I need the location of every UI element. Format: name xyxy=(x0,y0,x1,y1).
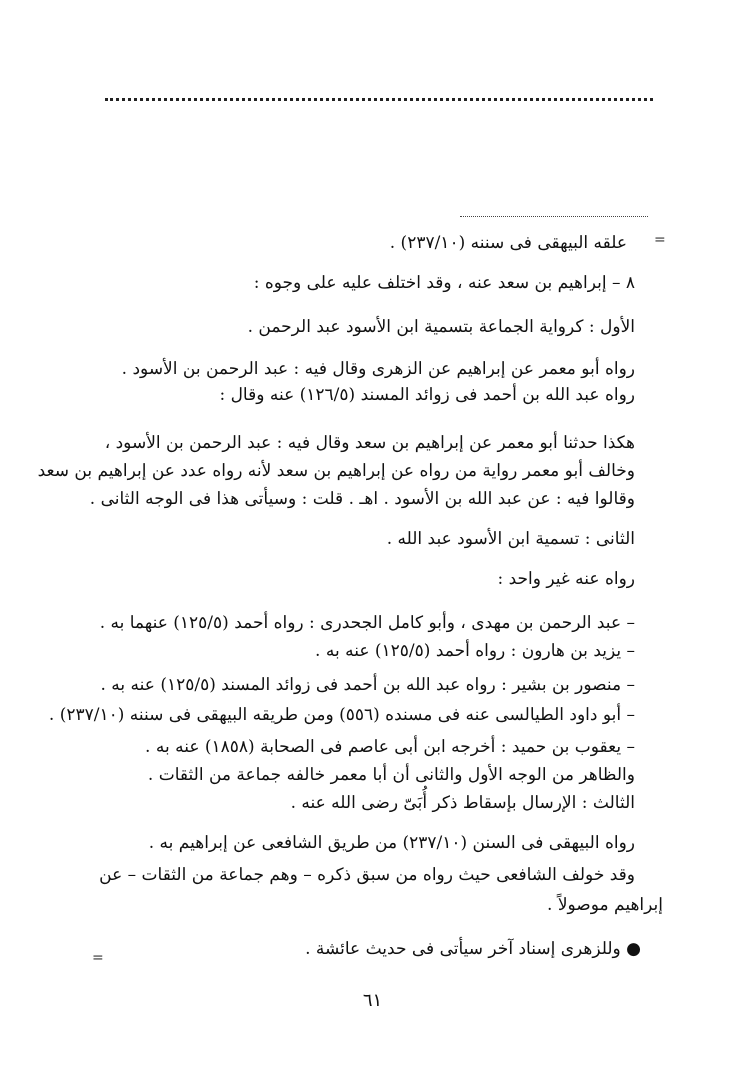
narrated-by-line: رواه عنه غير واحد : xyxy=(497,569,635,589)
paragraph-line: وقد خولف الشافعى حيث رواه من سبق ذكره – وهم جماعة من الثقات – عن xyxy=(99,865,635,885)
third-aspect-heading: الثالث : الإرسال بإسقاط ذكر أُبَىّ رضى الله عنه . xyxy=(290,793,635,813)
header-dotted-rule xyxy=(105,98,653,101)
paragraph-line: رواه أبو معمر عن إبراهيم عن الزهرى وقال فيه : عبد الرحمن بن الأسود . xyxy=(121,359,635,379)
first-aspect-heading: الأول : كرواية الجماعة بتسمية ابن الأسود عبد الرحمن . xyxy=(247,317,635,337)
second-aspect-heading: الثانى : تسمية ابن الأسود عبد الله . xyxy=(386,529,635,549)
paragraph-line: وقالوا فيه : عن عبد الله بن الأسود . اهـ . قلت : وسيأتى هذا فى الوجه الثانى . xyxy=(89,489,635,509)
page-number: ٦١ xyxy=(362,990,383,1011)
list-item: – عبد الرحمن بن مهدى ، وأبو كامل الجحدرى : رواه أحمد (١٢٥/٥) عنهما به . xyxy=(99,613,635,633)
paragraph-line: هكذا حدثنا أبو معمر عن إبراهيم بن سعد وقال فيه : عبد الرحمن بن الأسود ، xyxy=(104,433,635,453)
margin-mark: = xyxy=(92,950,104,966)
list-item: – منصور بن بشير : رواه عبد الله بن أحمد فى زوائد المسند (١٢٥/٥) عنه به . xyxy=(100,675,635,695)
item-8-heading: ٨ – إبراهيم بن سعد عنه ، وقد اختلف عليه على وجوه : xyxy=(253,273,635,293)
bullet-line xyxy=(305,938,641,960)
footnote-dotted-rule xyxy=(460,216,648,217)
paragraph-line: إبراهيم موصولاً . xyxy=(547,895,663,915)
margin-mark: = xyxy=(654,232,666,248)
paragraph-line: وخالف أبو معمر رواية من رواه عن إبراهيم بن سعد لأنه رواه عدد عن إبراهيم بن سعد xyxy=(37,461,635,481)
paragraph-line: رواه عبد الله بن أحمد فى زوائد المسند (١٢٦/٥) عنه وقال : xyxy=(219,385,635,405)
bullet-icon: ● xyxy=(626,939,641,959)
list-item: – يعقوب بن حميد : أخرجه ابن أبى عاصم فى الصحابة (١٨٥٨) عنه به . xyxy=(145,737,635,757)
list-item: – يزيد بن هارون : رواه أحمد (١٢٥/٥) عنه به . xyxy=(315,641,635,661)
intro-line: علقه البيهقى فى سننه (٢٣٧/١٠) . xyxy=(389,233,627,253)
apparent-conclusion-line: والظاهر من الوجه الأول والثانى أن أبا معمر خالفه جماعة من الثقات . xyxy=(147,765,635,785)
bullet-text: وللزهرى إسناد آخر سيأتى فى حديث عائشة . xyxy=(305,939,621,959)
paragraph-line: رواه البيهقى فى السنن (٢٣٧/١٠) من طريق الشافعى عن إبراهيم به . xyxy=(148,833,635,853)
list-item: – أبو داود الطيالسى عنه فى مسنده (٥٥٦) ومن طريقه البيهقى فى سننه (٢٣٧/١٠) . xyxy=(48,705,635,725)
